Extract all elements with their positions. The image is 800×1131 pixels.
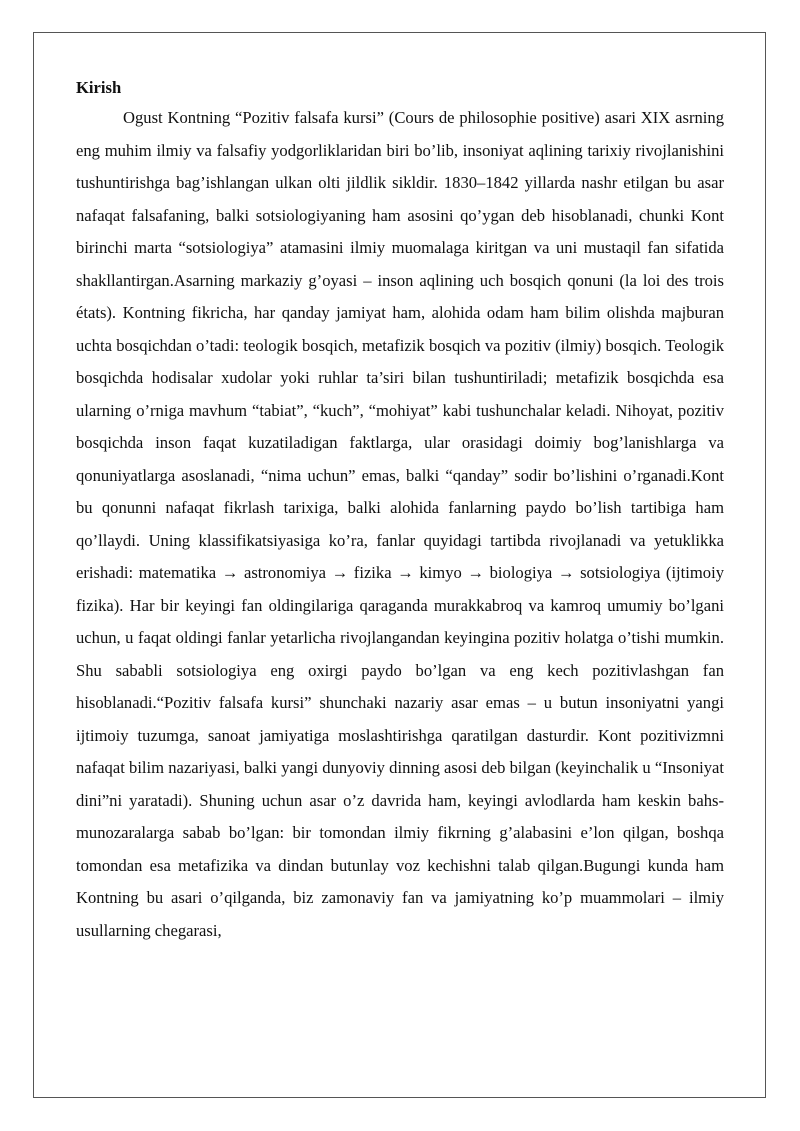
section-heading: Kirish: [76, 78, 122, 97]
document-content: [76, 73, 724, 947]
body-paragraph: Ogust Kontning “Pozitiv falsafa kursi” (Cours de philosophie positive) asari XIX asrning eng muhim ilmiy va falsafiy yodgorliklaridan biri bo’lib, insoniyat aqlining tarixiy rivojlanishini tushuntirishga bag’ishlangan ulkan olti jildlik sikldir. 1830–1842 yillarda nashr etilgan bu asar nafaqat falsafaning, balki sotsiologiyaning ham asosini qo’ygan deb hisoblanadi, chunki Kont birinchi marta “sotsiologiya” atamasini ilmiy muomalaga kiritgan va uni mustaqil fan sifatida shakllantirgan.Asarning markaziy g’oyasi – inson aqlining uch bosqich qonuni (la loi des trois états). Kontning fikricha, har qanday jamiyat ham, alohida odam ham bilim olishda majburan uchta bosqichdan o’tadi: teologik bosqich, metafizik bosqich va pozitiv (ilmiy) bosqich. Teologik bosqichda hodisalar xudolar yoki ruhlar ta’siri bilan tushuntiriladi; metafizik bosqichda esa ularning o’rniga mavhum “tabiat”, “kuch”, “mohiyat” kabi tushunchalar keladi. Nihoyat, pozitiv bosqichda inson faqat kuzatiladigan faktlarga, ular orasidagi doimiy bog’lanishlarga va qonuniyatlarga asoslanadi, “nima uchun” emas, balki “qanday” sodir bo’lishini o’rganadi.Kont bu qonunni nafaqat fikrlash tarixiga, balki alohida fanlarning paydo bo’lish tartibiga ham qo’llaydi. Uning klassifikatsiyasiga ko’ra, fanlar quyidagi tartibda rivojlanadi va yetuklikka erishadi: matematika → astronomiya → fizika → kimyo → biologiya → sotsiologiya (ijtimoiy fizika). Har bir keyingi fan oldingilariga qaraganda murakkabroq va kamroq umumiy bo’lgani uchun, u faqat oldingi fanlar yetarlicha rivojlangandan keyingina pozitiv holatga o’tishi mumkin. Shu sababli sotsiologiya eng oxirgi paydo bo’lgan va eng kech pozitivlashgan fan hisoblanadi.“Pozitiv falsafa kursi” shunchaki nazariy asar emas – u butun insoniyatni yangi ijtimoiy tuzumga, sanoat jamiyatiga moslashtirishga qaratilgan dasturdir. Kont pozitivizmni nafaqat bilim nazariyasi, balki yangi dunyoviy dinning asosi deb bilgan (keyinchalik u “Insoniyat dini”ni yaratadi). Shuning uchun asar o’z davrida ham, keyingi avlodlarda ham keskin bahs-munozaralarga sabab bo’lgan: bir tomondan ilmiy fikrning g’alabasini e’lon qilgan, boshqa tomondan esa metafizika va dindan butunlay voz kechishni talab qilgan.Bugungi kunda ham Kontning bu asari o’qilganda, biz zamonaviy fan va jamiyatning ko’p muammolari – ilmiy usullarning chegarasi,: [76, 108, 724, 940]
